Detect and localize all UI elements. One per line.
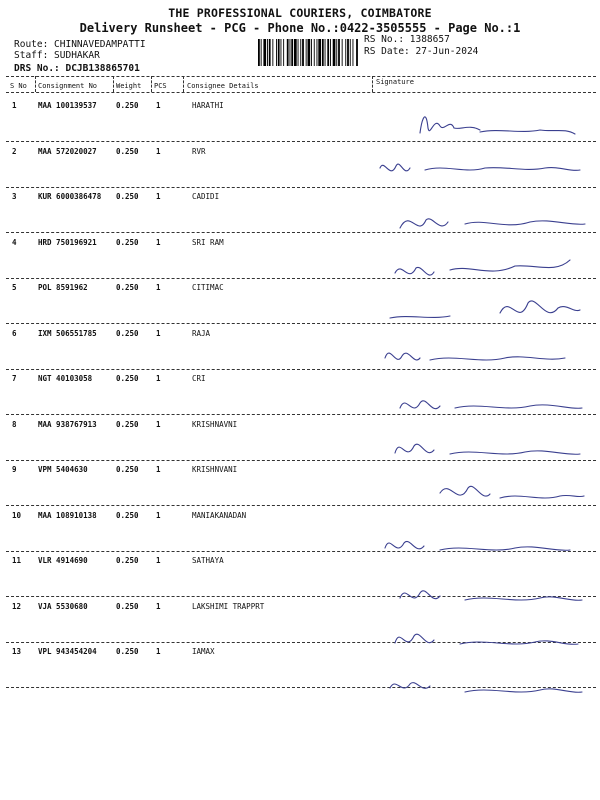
serial-number: 1 bbox=[12, 101, 17, 110]
weight-value: 0.250 bbox=[116, 510, 139, 520]
handwritten-signature bbox=[400, 219, 585, 228]
serial-number: 11 bbox=[12, 556, 22, 565]
pieces-count: 1 bbox=[156, 192, 161, 201]
column-divider bbox=[151, 76, 152, 92]
consignee-name: RVR bbox=[192, 146, 206, 156]
consignee-name: KRISHNAVNI bbox=[192, 419, 238, 429]
weight-value: 0.250 bbox=[116, 465, 139, 474]
handwritten-signature bbox=[390, 683, 582, 693]
route-label: Route: CHINNAVEDAMPATTI bbox=[14, 39, 146, 50]
consignment-number: MAA 572020027 bbox=[38, 146, 97, 156]
consignee-name: CITIMAC bbox=[192, 283, 224, 292]
handwritten-signature bbox=[395, 634, 578, 644]
consignee-name: LAKSHIMI TRAPPRT bbox=[192, 601, 265, 611]
column-header-details: Consignee Details bbox=[187, 82, 259, 90]
serial-number: 3 bbox=[12, 192, 17, 201]
serial-number: 10 bbox=[12, 510, 22, 520]
serial-number: 9 bbox=[12, 465, 17, 474]
column-header-sno: S No bbox=[10, 82, 27, 90]
column-divider bbox=[183, 76, 184, 92]
column-header-consignment: Consignment No bbox=[38, 82, 98, 90]
pieces-count: 1 bbox=[156, 647, 161, 656]
barcode-image bbox=[258, 39, 358, 66]
serial-number: 4 bbox=[12, 237, 17, 247]
handwritten-signature bbox=[385, 541, 570, 550]
handwritten-signature bbox=[390, 301, 580, 318]
weight-value: 0.250 bbox=[116, 101, 139, 110]
rs-number: RS No.: 1388657 bbox=[364, 34, 450, 45]
serial-number: 13 bbox=[12, 647, 22, 656]
serial-number: 8 bbox=[12, 419, 17, 429]
weight-value: 0.250 bbox=[116, 192, 139, 201]
weight-value: 0.250 bbox=[116, 556, 139, 565]
consignee-name: SATHAYA bbox=[192, 556, 224, 565]
handwritten-signature bbox=[395, 260, 570, 275]
consignee-name: CRI bbox=[192, 374, 206, 383]
serial-number: 7 bbox=[12, 374, 17, 383]
consignee-name: SRI RAM bbox=[192, 237, 224, 247]
consignment-number: VPL 943454204 bbox=[38, 647, 97, 656]
weight-value: 0.250 bbox=[116, 374, 139, 383]
handwritten-signature bbox=[440, 486, 584, 498]
consignment-number: IXM 506551785 bbox=[38, 328, 97, 338]
column-header-signature: Signature bbox=[376, 78, 414, 86]
consignee-name: KRISHNVANI bbox=[192, 465, 238, 474]
consignee-name: CADIDI bbox=[192, 192, 220, 201]
handwritten-signature bbox=[395, 444, 580, 454]
serial-number: 12 bbox=[12, 601, 22, 611]
consignment-number: POL 8591962 bbox=[38, 283, 88, 292]
weight-value: 0.250 bbox=[116, 146, 139, 156]
consignment-number: MAA 938767913 bbox=[38, 419, 97, 429]
consignment-number: NGT 40103058 bbox=[38, 374, 93, 383]
column-divider bbox=[113, 76, 114, 92]
consignee-name: IAMAX bbox=[192, 647, 215, 656]
consignment-number: KUR 6000386478 bbox=[38, 192, 102, 201]
pieces-count: 1 bbox=[156, 556, 161, 565]
serial-number: 2 bbox=[12, 146, 17, 156]
consignee-name: HARATHI bbox=[192, 101, 224, 110]
weight-value: 0.250 bbox=[116, 647, 139, 656]
consignee-name: RAJA bbox=[192, 328, 211, 338]
handwritten-signature bbox=[400, 401, 582, 409]
pieces-count: 1 bbox=[156, 101, 161, 110]
staff-label: Staff: SUDHAKAR bbox=[14, 50, 100, 61]
consignee-name: MANIAKANADAN bbox=[192, 510, 247, 520]
weight-value: 0.250 bbox=[116, 283, 139, 292]
consignment-number: MAA 108910138 bbox=[38, 510, 97, 520]
pieces-count: 1 bbox=[156, 328, 161, 338]
serial-number: 5 bbox=[12, 283, 17, 292]
weight-value: 0.250 bbox=[116, 601, 139, 611]
weight-value: 0.250 bbox=[116, 328, 139, 338]
rs-date: RS Date: 27-Jun-2024 bbox=[364, 46, 479, 57]
pieces-count: 1 bbox=[156, 374, 161, 383]
header-rule-top bbox=[6, 76, 596, 77]
drs-number: DRS No.: DCJB138865701 bbox=[14, 63, 140, 74]
consignment-number: HRD 750196921 bbox=[38, 237, 97, 247]
runsheet-title: Delivery Runsheet - PCG - Phone No.:0422-3505555 - Page No.:1 bbox=[79, 21, 521, 35]
pieces-count: 1 bbox=[156, 419, 161, 429]
weight-value: 0.250 bbox=[116, 419, 139, 429]
signature-column bbox=[370, 88, 596, 708]
consignment-number: MAA 100139537 bbox=[38, 101, 97, 110]
pieces-count: 1 bbox=[156, 146, 161, 156]
handwritten-signature bbox=[400, 591, 582, 601]
column-divider bbox=[35, 76, 36, 92]
pieces-count: 1 bbox=[156, 601, 161, 611]
company-name: THE PROFESSIONAL COURIERS, COIMBATORE bbox=[168, 6, 432, 20]
handwritten-signature bbox=[420, 117, 575, 134]
pieces-count: 1 bbox=[156, 237, 161, 247]
column-header-weight: Weight bbox=[116, 82, 142, 90]
column-header-pcs: PCS bbox=[154, 82, 167, 90]
consignment-number: VJA 5530680 bbox=[38, 601, 88, 611]
pieces-count: 1 bbox=[156, 510, 161, 520]
weight-value: 0.250 bbox=[116, 237, 139, 247]
serial-number: 6 bbox=[12, 328, 17, 338]
handwritten-signature bbox=[385, 353, 565, 360]
consignment-number: VLR 4914690 bbox=[38, 556, 88, 565]
pieces-count: 1 bbox=[156, 283, 161, 292]
pieces-count: 1 bbox=[156, 465, 161, 474]
consignment-number: VPM 5404630 bbox=[38, 465, 88, 474]
handwritten-signature bbox=[380, 164, 580, 171]
